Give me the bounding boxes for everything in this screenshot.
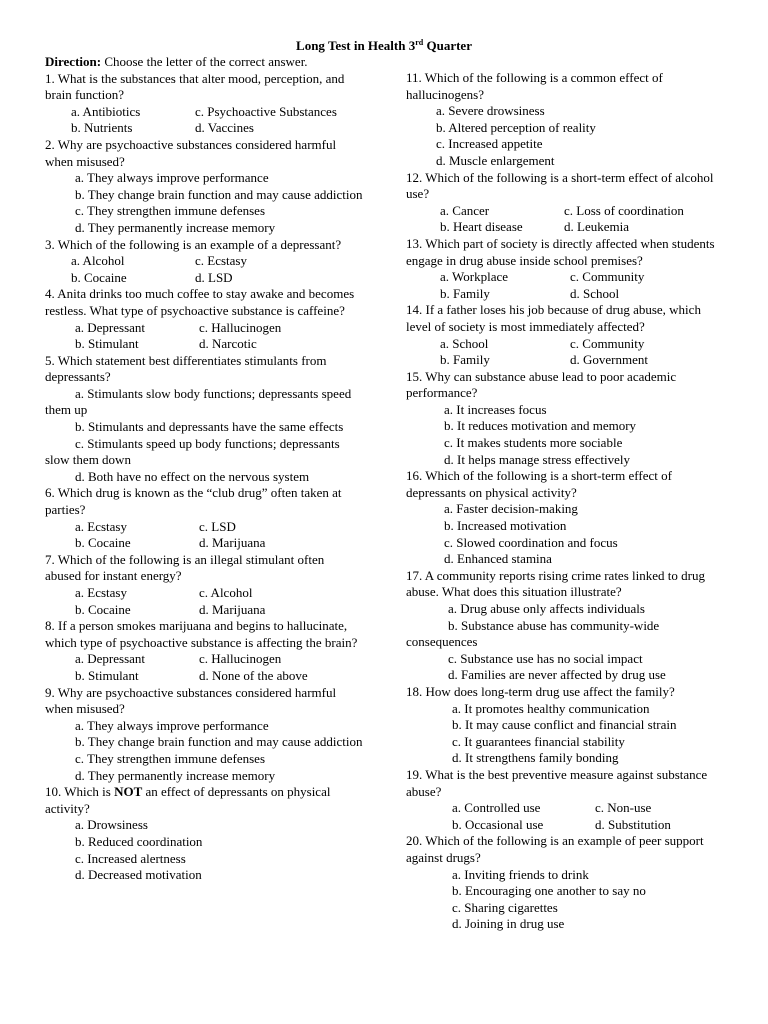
- title-tail: Quarter: [423, 38, 472, 53]
- option-d[interactable]: d. Decreased motivation: [75, 867, 202, 883]
- options: [406, 336, 726, 369]
- option-b[interactable]: b. Stimulant: [75, 336, 139, 352]
- options: [45, 585, 363, 618]
- option-a[interactable]: a. Ecstasy: [75, 518, 127, 534]
- question-text: 17. A community reports rising crime rates linked to drug abuse. What does this situation illustrate?: [406, 567, 705, 600]
- option-c[interactable]: c. Community: [570, 269, 645, 285]
- page-title: [0, 38, 768, 54]
- option-c[interactable]: c. They strengthen immune defenses: [75, 203, 266, 219]
- option-a[interactable]: a. Drowsiness: [75, 817, 148, 833]
- option-b[interactable]: b. It reduces motivation and memory: [444, 418, 637, 434]
- options: [406, 203, 726, 236]
- option-c[interactable]: c. They strengthen immune defenses: [75, 750, 266, 766]
- question-text: 3. Which of the following is an example of a depressant?: [45, 236, 342, 252]
- option-b[interactable]: b. Stimulant: [75, 667, 139, 683]
- option-a[interactable]: a. Alcohol: [71, 253, 125, 269]
- question-text-pre: 10. Which is: [45, 784, 115, 800]
- question-17: [406, 568, 726, 684]
- option-b[interactable]: b. Cocaine: [75, 601, 131, 617]
- option-c[interactable]: c. It makes students more sociable: [444, 435, 623, 451]
- question-text: 16. Which of the following is a short-term effect of depressants on physical activity?: [406, 468, 672, 500]
- direction-text: Choose the letter of the correct answer.: [101, 54, 308, 69]
- question-11: [406, 70, 726, 170]
- options: [45, 253, 363, 286]
- question-10: [45, 784, 363, 884]
- option-c[interactable]: c. Increased appetite: [436, 136, 543, 152]
- question-5: [45, 353, 363, 486]
- option-a[interactable]: a. It promotes healthy communication: [452, 700, 650, 716]
- option-b[interactable]: b. It may cause conflict and financial strain: [452, 717, 677, 733]
- option-d[interactable]: d. Narcotic: [199, 336, 257, 352]
- option-d[interactable]: d. It helps manage stress effectively: [444, 451, 631, 467]
- direction-label: Direction:: [45, 54, 102, 69]
- option-d[interactable]: d. Both have no effect on the nervous system: [75, 468, 310, 484]
- title-superscript: rd: [415, 38, 424, 47]
- option-a[interactable]: a. Ecstasy: [75, 585, 127, 600]
- option-d[interactable]: d. Families are never affected by drug use: [448, 667, 666, 683]
- option-c[interactable]: c. Hallucinogen: [199, 319, 282, 335]
- direction: [45, 54, 363, 71]
- option-d[interactable]: d. It strengthens family bonding: [452, 750, 619, 766]
- option-c[interactable]: c. It guarantees financial stability: [452, 733, 625, 749]
- question-20: [406, 833, 726, 933]
- question-text: 20. Which of the following is an example of peer support against drugs?: [406, 833, 704, 865]
- question-9: [45, 685, 363, 785]
- option-b[interactable]: b. Cocaine: [75, 535, 131, 551]
- option-c[interactable]: c. Slowed coordination and focus: [444, 534, 618, 550]
- option-d[interactable]: d. Marijuana: [199, 535, 266, 551]
- question-14: [406, 302, 726, 368]
- option-b[interactable]: b. Occasional use: [452, 816, 544, 832]
- question-text: 12. Which of the following is a short-term effect of alcohol use?: [406, 169, 714, 202]
- option-c[interactable]: c. Sharing cigarettes: [452, 899, 558, 915]
- option-b[interactable]: b. Reduced coordination: [75, 833, 203, 849]
- question-text: 11. Which of the following is a common effect of hallucinogens?: [406, 70, 663, 102]
- option-a[interactable]: a. Drug abuse only affects individuals: [448, 601, 645, 616]
- option-a[interactable]: a. Severe drowsiness: [436, 103, 545, 119]
- question-text: 2. Why are psychoactive substances considered harmful when misused?: [45, 136, 337, 169]
- option-c[interactable]: c. Psychoactive Substances: [195, 103, 337, 119]
- option-a[interactable]: a. Inviting friends to drink: [452, 866, 589, 882]
- options: [45, 104, 363, 137]
- question-text-emphasis: NOT: [114, 784, 143, 800]
- option-b[interactable]: b. Stimulants and depressants have the same effects: [75, 419, 344, 435]
- option-a[interactable]: a. They always improve performance: [75, 717, 269, 733]
- option-b[interactable]: b. They change brain function and may cause addiction: [75, 734, 363, 750]
- option-b[interactable]: b. Heart disease: [440, 219, 523, 235]
- question-19: [406, 767, 726, 833]
- question-18: [406, 684, 726, 767]
- options: [45, 320, 363, 353]
- option-c[interactable]: c. LSD: [199, 518, 236, 534]
- options: [406, 800, 726, 833]
- question-6: [45, 485, 363, 551]
- option-a[interactable]: a. Depressant: [75, 319, 146, 335]
- option-c[interactable]: c. Hallucinogen: [199, 651, 282, 667]
- options: [406, 269, 726, 302]
- question-text-post: an effect of depressants on physical activity?: [45, 784, 331, 816]
- option-a[interactable]: a. Faster decision-making: [444, 501, 578, 517]
- option-b[interactable]: b. Substance abuse has community-wide consequences: [406, 617, 660, 650]
- option-a[interactable]: a. They always improve performance: [75, 170, 269, 186]
- question-4: [45, 286, 363, 352]
- question-text: 14. If a father loses his job because of drug abuse, which level of society is most immediately affected?: [406, 302, 701, 334]
- options: [45, 651, 363, 684]
- options: [45, 519, 363, 552]
- option-d[interactable]: d. They permanently increase memory: [75, 767, 276, 783]
- option-b[interactable]: b. Encouraging one another to say no: [452, 883, 646, 899]
- option-d[interactable]: d. Joining in drug use: [452, 916, 565, 932]
- option-a[interactable]: a. It increases focus: [444, 401, 547, 417]
- question-text: [45, 784, 363, 817]
- question-8: [45, 618, 363, 684]
- option-c[interactable]: c. Stimulants speed up body functions; depressants slow them down: [45, 435, 340, 468]
- option-d[interactable]: d. Marijuana: [199, 601, 266, 617]
- option-d[interactable]: d. LSD: [195, 269, 233, 285]
- option-b[interactable]: b. Family: [440, 285, 490, 301]
- title-main: Long Test in Health 3: [296, 38, 416, 53]
- option-b[interactable]: b. They change brain function and may cause addiction: [75, 186, 363, 202]
- option-a[interactable]: a. School: [440, 335, 489, 351]
- option-b[interactable]: b. Altered perception of reality: [436, 119, 596, 135]
- option-d[interactable]: d. Vaccines: [195, 120, 254, 136]
- question-7: [45, 552, 363, 618]
- right-column: [406, 70, 726, 933]
- option-b[interactable]: b. Nutrients: [71, 120, 133, 136]
- option-d[interactable]: d. Enhanced stamina: [444, 551, 552, 567]
- question-text: 4. Anita drinks too much coffee to stay awake and becomes restless. What type of psychoactive substance is caffeine?: [45, 286, 355, 318]
- question-16: [406, 468, 726, 568]
- option-a[interactable]: a. Controlled use: [452, 800, 541, 816]
- option-d[interactable]: d. Leukemia: [564, 219, 629, 235]
- option-c[interactable]: c. Non-use: [595, 800, 652, 816]
- question-text: 8. If a person smokes marijuana and begins to hallucinate, which type of psychoactive substance is affecting the brain?: [45, 618, 358, 650]
- option-c[interactable]: c. Ecstasy: [195, 253, 247, 269]
- option-c[interactable]: c. Alcohol: [199, 585, 253, 600]
- option-b[interactable]: b. Cocaine: [71, 269, 127, 285]
- question-text: 18. How does long-term drug use affect the family?: [406, 683, 675, 699]
- question-13: [406, 236, 726, 302]
- option-c[interactable]: c. Substance use has no social impact: [448, 650, 643, 666]
- option-c[interactable]: c. Loss of coordination: [564, 202, 684, 218]
- question-12: [406, 170, 726, 236]
- question-text: 6. Which drug is known as the “club drug” often taken at parties?: [45, 485, 342, 518]
- question-text: 5. Which statement best differentiates stimulants from depressants?: [45, 352, 327, 385]
- question-3: [45, 237, 363, 287]
- question-text: 15. Why can substance abuse lead to poor academic performance?: [406, 368, 677, 401]
- question-text: 19. What is the best preventive measure against substance abuse?: [406, 766, 708, 799]
- question-text: 9. Why are psychoactive substances considered harmful when misused?: [45, 684, 337, 717]
- option-a[interactable]: a. Workplace: [440, 269, 509, 285]
- left-column: [45, 54, 363, 884]
- option-d[interactable]: d. Government: [570, 352, 648, 368]
- option-c[interactable]: c. Increased alertness: [75, 850, 186, 866]
- option-d[interactable]: d. They permanently increase memory: [75, 219, 276, 235]
- question-text: 13. Which part of society is directly affected when students engage in drug abuse inside school premises?: [406, 235, 715, 268]
- question-text: 7. Which of the following is an illegal stimulant often abused for instant energy?: [45, 551, 325, 584]
- option-d[interactable]: d. School: [570, 285, 620, 301]
- option-c[interactable]: c. Community: [570, 335, 645, 351]
- option-d[interactable]: d. None of the above: [199, 667, 308, 683]
- option-d[interactable]: d. Substitution: [595, 816, 671, 832]
- option-a[interactable]: a. Cancer: [440, 202, 490, 218]
- option-a[interactable]: a. Depressant: [75, 651, 146, 667]
- option-a[interactable]: a. Antibiotics: [71, 103, 141, 119]
- option-d[interactable]: d. Muscle enlargement: [436, 152, 555, 168]
- question-1: [45, 71, 363, 137]
- question-text: 1. What is the substances that alter mood, perception, and brain function?: [45, 70, 345, 103]
- question-15: [406, 369, 726, 469]
- option-a[interactable]: a. Stimulants slow body functions; depressants speed them up: [45, 385, 352, 418]
- question-2: [45, 137, 363, 237]
- option-b[interactable]: b. Family: [440, 352, 490, 368]
- option-b[interactable]: b. Increased motivation: [444, 518, 567, 534]
